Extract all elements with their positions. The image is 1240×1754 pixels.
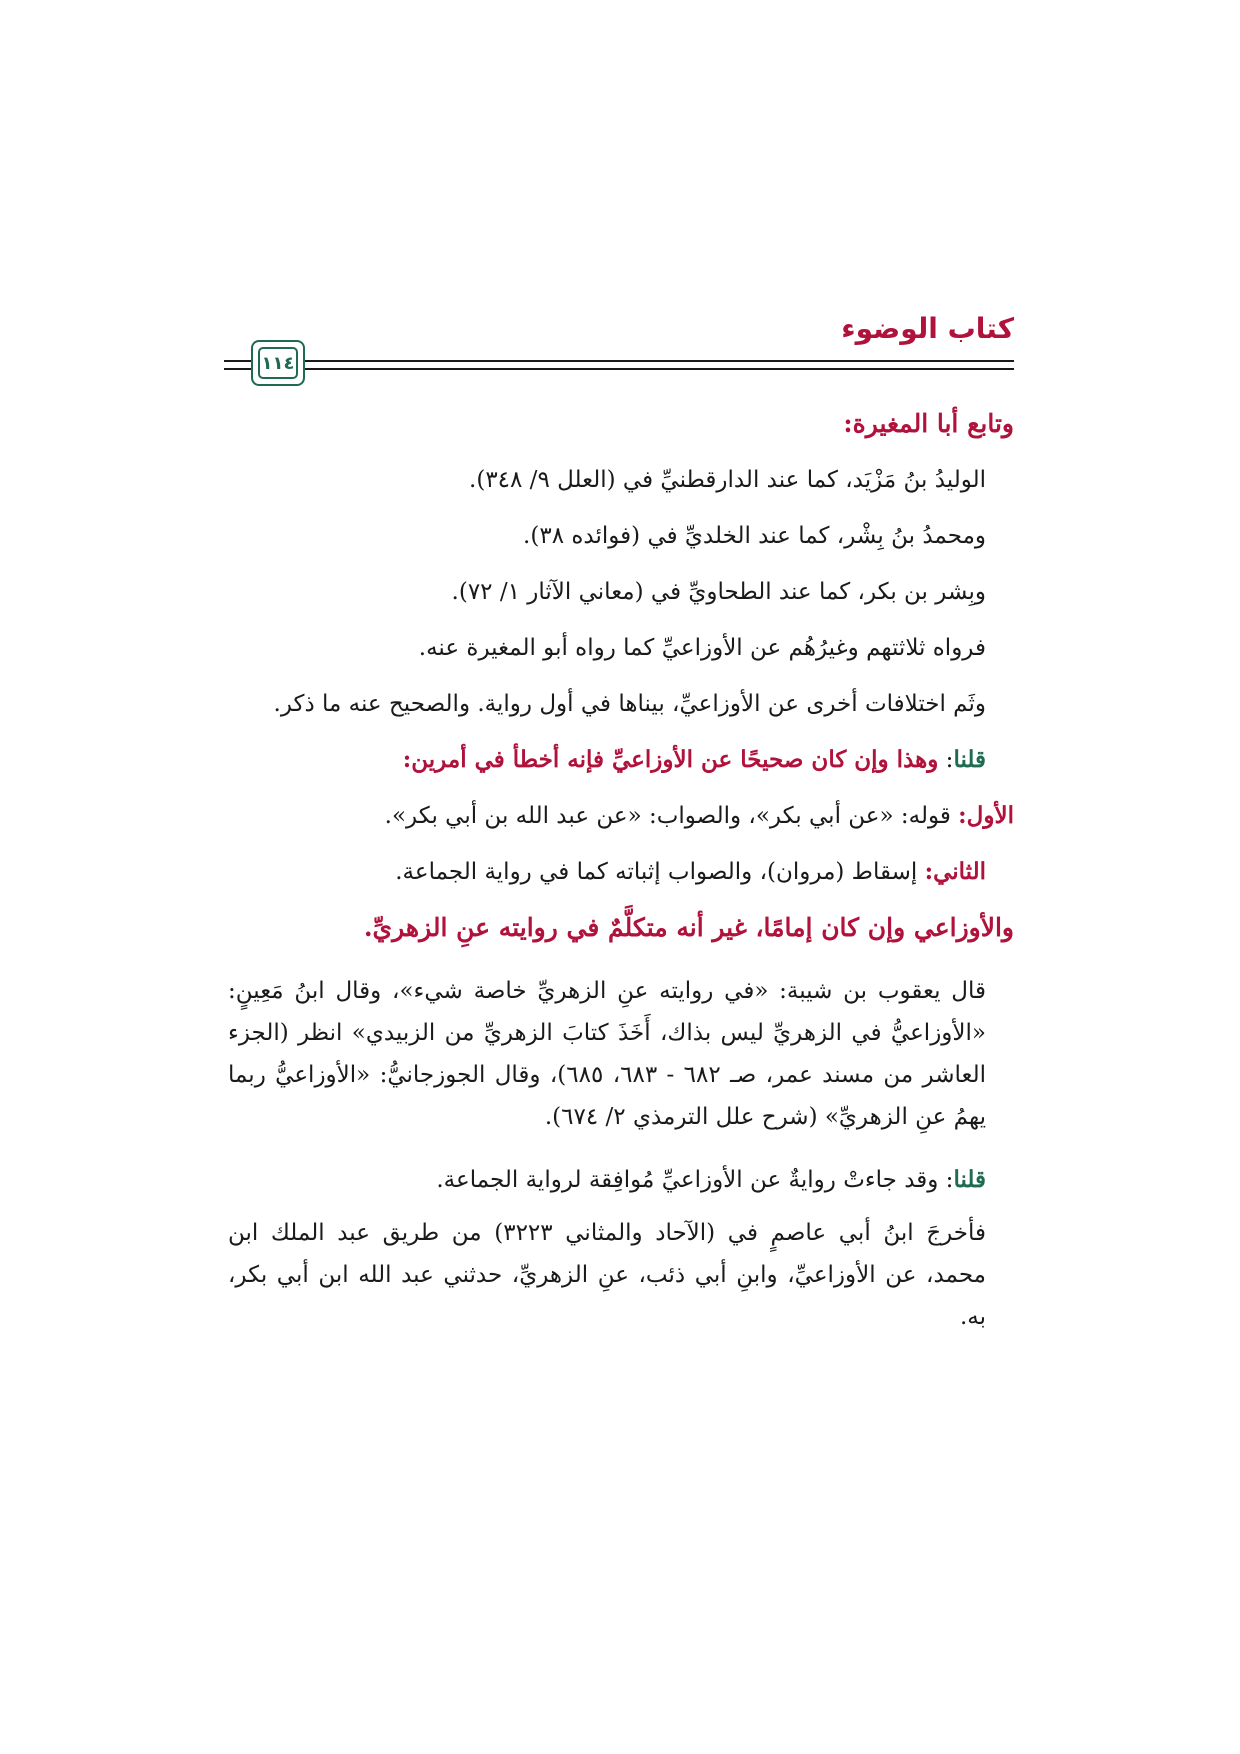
header-rule-top <box>228 360 1014 362</box>
paragraph: وبِشر بن بكر، كما عند الطحاويِّ في (معاني الآثار ١/ ٧٢). <box>451 579 986 605</box>
note-label: قلنا <box>953 746 986 773</box>
paragraph: وثَم اختلافات أخرى عن الأوزاعيِّ، بيناها في أول رواية. والصحيح عنه ما ذكر. <box>273 691 986 717</box>
book-title: كتاب الوضوء <box>841 312 1014 345</box>
note-text: وهذا وإن كان صحيحًا عن الأوزاعيِّ فإنه أخطأ في أمرين: <box>402 746 939 773</box>
sub-heading: والأوزاعي وإن كان إمامًا، غير أنه متكلَّمٌ في روايته عنِ الزهريِّ. <box>363 913 1014 942</box>
paragraph: فأخرجَ ابنُ أبي عاصمٍ في (الآحاد والمثاني ٣٢٢٣) من طريق عبد الملك ابن محمد، عن الأوزاعيِّ، وابنِ أبي ذئب، عنِ الزهريِّ، حدثني عبد الله ابن أبي بكر، به. <box>228 1220 987 1330</box>
page-number-frame <box>251 340 305 386</box>
point-label: الثاني: <box>924 858 986 885</box>
note-paragraph: قلنا: وهذا وإن كان صحيحًا عن الأوزاعيِّ فإنه أخطأ في أمرين: <box>402 746 986 773</box>
paragraph: ومحمدُ بنُ بِشْر، كما عند الخلديِّ في (فوائده ٣٨). <box>523 523 986 549</box>
point-text: إسقاط (مروان)، والصواب إثباته كما في رواية الجماعة. <box>395 859 918 885</box>
point-paragraph <box>228 848 1014 896</box>
paragraph: الوليدُ بنُ مَزْيَد، كما عند الدارقطنيِّ في (العلل ٩/ ٣٤٨). <box>469 467 986 493</box>
page-body <box>228 400 1014 1346</box>
point-text: قوله: «عن أبي بكر»، والصواب: «عن عبد الله بن أبي بكر». <box>384 803 951 829</box>
page-header <box>228 312 1014 382</box>
section-heading: وتابع أبا المغيرة: <box>843 409 1014 438</box>
paragraph: فرواه ثلاثتهم وغيرُهُم عن الأوزاعيِّ كما رواه أبو المغيرة عنه. <box>418 635 986 661</box>
note-label: قلنا <box>953 1166 986 1193</box>
point-paragraph <box>228 792 1014 840</box>
point-label: الأول: <box>958 802 1014 829</box>
paragraph: قال يعقوب بن شيبة: «في روايته عنِ الزهريِّ خاصة شيء»، وقال ابنُ مَعِينٍ: «الأوزاعيُّ في الزهريِّ ليس بذاك، أَخَذَ كتابَ الزهريِّ من الزبيدي» انظر (الجزء العاشر من مسند عمر، صـ ٦٨٢ - ٦٨٣، ٦٨٥)، وقال الجوزجانيُّ: «الأوزاعيُّ ربما يهمُ عنِ الزهريِّ» (شرح علل الترمذي ٢/ ٦٧٤). <box>228 978 986 1130</box>
note-text: وقد جاءتْ روايةٌ عن الأوزاعيِّ مُوافِقة لرواية الجماعة. <box>436 1167 939 1193</box>
page-number: ١١٤ <box>258 347 298 379</box>
note-paragraph: قلنا: وقد جاءتْ روايةٌ عن الأوزاعيِّ مُوافِقة لرواية الجماعة. <box>436 1166 986 1193</box>
header-rule-bottom <box>228 368 1014 370</box>
header-rule-ticks <box>224 356 246 370</box>
